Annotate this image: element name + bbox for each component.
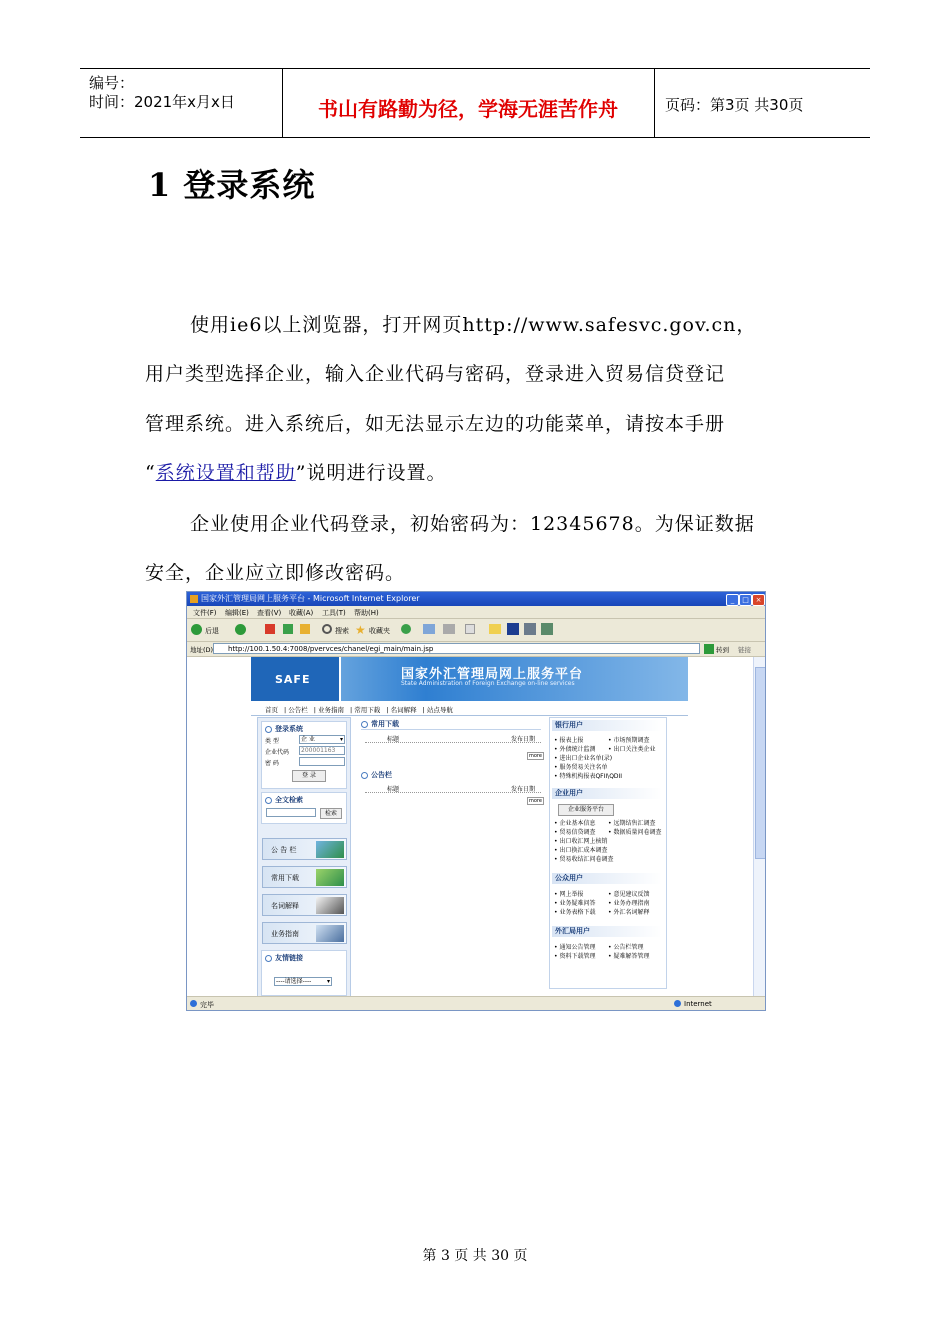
- search-title: 全文检索: [275, 796, 303, 804]
- enterprise-link[interactable]: • 出口收汇网上核销: [554, 838, 608, 845]
- ie-status-icon: [190, 1000, 197, 1007]
- enterprise-users-header: 企业用户: [552, 788, 662, 799]
- bank-link[interactable]: • 出口关注类企业: [608, 746, 656, 753]
- login-button[interactable]: 登 录: [292, 770, 326, 782]
- divider: [365, 792, 541, 793]
- public-users-header: 公众用户: [552, 873, 662, 884]
- header-meta-cell: [80, 69, 283, 137]
- public-link[interactable]: • 业务表格下载: [554, 909, 596, 916]
- status-bar: [187, 996, 765, 1011]
- bullet-icon: [265, 797, 272, 804]
- bank-users-header: 银行用户: [552, 720, 662, 731]
- search-icon[interactable]: [322, 624, 332, 634]
- back-label[interactable]: 后退: [205, 627, 219, 635]
- notice-image-icon: [316, 841, 344, 858]
- window-titlebar: [187, 592, 765, 606]
- banner-subtitle: State Administration of Foreign Exchange on-line services: [401, 680, 575, 687]
- safe-link[interactable]: • 资料下载管理: [554, 953, 596, 960]
- search-button[interactable]: 检索: [320, 808, 342, 819]
- address-input[interactable]: http://100.1.50.4:7008/pvervces/chanel/egi_main/main.jsp: [213, 643, 700, 654]
- motto: 书山有路勤为径，学海无涯苦作舟: [318, 97, 618, 121]
- notice-col-title: 标题: [387, 786, 400, 793]
- back-arrow-icon[interactable]: [191, 624, 202, 635]
- tile-notice[interactable]: [262, 838, 347, 860]
- bullet-icon: [361, 721, 368, 728]
- messenger-icon[interactable]: [507, 623, 519, 635]
- home-icon[interactable]: [300, 624, 310, 634]
- chevron-down-icon: ▾: [339, 736, 343, 743]
- page-header: [80, 68, 870, 138]
- chevron-down-icon: ▾: [326, 978, 330, 985]
- links-panel: [261, 950, 347, 996]
- folder-icon[interactable]: [489, 624, 501, 634]
- paragraph-line: 企业使用企业代码登录，初始密码为：12345678。为保证数据: [190, 513, 755, 535]
- ie-icon: [190, 595, 198, 603]
- enterprise-code-input[interactable]: 200001163: [299, 746, 345, 755]
- time-label: 时间：2021年x月x日: [89, 93, 235, 111]
- nav-download[interactable]: 常用下载: [354, 706, 381, 714]
- nav-sitemap[interactable]: 站点导航: [426, 706, 453, 714]
- tile-guide[interactable]: [262, 922, 347, 944]
- address-label: 地址(D): [190, 646, 214, 654]
- page-footer: 第 3 页 共 30 页: [422, 1248, 528, 1264]
- help-link[interactable]: 系统设置和帮助: [155, 462, 296, 484]
- nav-home[interactable]: 首页: [265, 706, 278, 714]
- vertical-scrollbar[interactable]: [753, 657, 766, 996]
- number-label: 编号：: [89, 74, 135, 92]
- site-nav: 首页 | 公告栏 | 业务指南 | 常用下载 | 名词解释 | 站点导航: [251, 705, 688, 716]
- pen-icon: [316, 897, 344, 914]
- page-number-label: 页码：第3页 共30页: [665, 96, 804, 114]
- downloads-title: 常用下载: [371, 720, 399, 728]
- print-icon[interactable]: [443, 624, 455, 634]
- download-arrow-icon: [316, 869, 344, 886]
- paragraph-line: 用户类型选择企业，输入企业代码与密码，登录进入贸易信贷登记: [145, 363, 726, 385]
- bank-link[interactable]: • 服务贸易关注名单: [554, 764, 608, 771]
- enterprise-link[interactable]: • 数据质量问卷调查: [608, 829, 662, 836]
- go-label[interactable]: 转到: [716, 646, 729, 654]
- status-text: 完毕: [200, 1001, 214, 1009]
- tile-guide-label: 业务指南: [271, 930, 299, 938]
- close-icon[interactable]: ×: [752, 594, 765, 606]
- tile-notice-label: 公 告 栏: [271, 846, 297, 854]
- menu-item-file[interactable]: 文件(F): [193, 609, 217, 617]
- downloads-col-title: 标题: [387, 736, 400, 743]
- enterprise-link[interactable]: • 企业基本信息: [554, 820, 596, 827]
- header-page-cell: [655, 69, 869, 137]
- divider: [361, 729, 541, 730]
- stop-icon[interactable]: [265, 624, 275, 634]
- downloads-col-date: 发布日期: [511, 736, 536, 743]
- browser-toolbar: [187, 619, 765, 642]
- safe-logo: [251, 657, 341, 701]
- nav-notice[interactable]: 公告栏: [288, 706, 308, 714]
- nav-glossary[interactable]: 名词解释: [390, 706, 417, 714]
- window-title: 国家外汇管理局网上服务平台 - Microsoft Internet Explorer: [201, 594, 420, 603]
- menu-item-help[interactable]: 帮助(H): [354, 609, 379, 617]
- fulltext-search-input[interactable]: [266, 808, 316, 817]
- header-motto-cell: [282, 69, 655, 137]
- type-label: 类 型: [265, 738, 279, 745]
- paragraph-line: [145, 458, 446, 485]
- browser-screenshot: [186, 591, 766, 1011]
- research-icon[interactable]: [524, 623, 536, 635]
- safe-link[interactable]: • 疑难解答管理: [608, 953, 650, 960]
- notice-more-button[interactable]: more: [529, 798, 542, 804]
- forward-arrow-icon[interactable]: [235, 624, 246, 635]
- bank-link[interactable]: • 报表上报: [554, 737, 584, 744]
- downloads-more-button[interactable]: more: [529, 753, 542, 759]
- public-link[interactable]: • 网上举报: [554, 891, 584, 898]
- history-icon[interactable]: [401, 624, 411, 634]
- paragraph-line: 安全，企业应立即修改密码。: [145, 562, 406, 584]
- menu-bar: [187, 606, 765, 619]
- guide-image-icon: [316, 925, 344, 942]
- paragraph-line: 管理系统。进入系统后，如无法显示左边的功能菜单，请按本手册: [145, 413, 726, 435]
- public-link[interactable]: • 意见建议反馈: [608, 891, 650, 898]
- menu-item-edit[interactable]: 编辑(E): [225, 609, 249, 617]
- scroll-thumb[interactable]: [755, 667, 766, 859]
- tile-glossary-label: 名词解释: [271, 902, 299, 910]
- maximize-icon[interactable]: □: [739, 594, 752, 606]
- public-link[interactable]: • 业务疑难问答: [554, 900, 596, 907]
- quote-close-text: ”说明进行设置。: [295, 462, 447, 484]
- middle-column: [355, 717, 546, 987]
- zone-text: Internet: [684, 1000, 712, 1008]
- refresh-icon[interactable]: [283, 624, 293, 634]
- site-banner: [251, 657, 688, 701]
- bullet-icon: [265, 726, 272, 733]
- public-link[interactable]: • 业务办理指南: [608, 900, 650, 907]
- notice-title: 公告栏: [371, 771, 392, 779]
- friend-links-select[interactable]: [274, 977, 332, 986]
- friend-links-value: ----请选择----: [276, 978, 312, 985]
- left-column: [257, 717, 351, 998]
- address-bar: [187, 642, 765, 657]
- menu-item-tools[interactable]: 工具(T): [322, 609, 346, 617]
- user-type-value: 企 业: [301, 736, 315, 743]
- bank-link[interactable]: • 进出口企业名单(录): [554, 755, 613, 762]
- safe-link[interactable]: • 公告栏管理: [608, 944, 644, 951]
- section-title: 1 登录系统: [148, 166, 316, 204]
- tile-download-label: 常用下载: [271, 874, 299, 882]
- code-label: 企业代码: [265, 749, 290, 756]
- safe-users-header: 外汇局用户: [552, 926, 662, 937]
- bullet-icon: [361, 772, 368, 779]
- favorites-star-icon[interactable]: ★: [355, 623, 366, 637]
- quote-open: “: [145, 462, 156, 484]
- enterprise-platform-button[interactable]: 企业服务平台: [558, 804, 614, 816]
- password-label: 密 码: [265, 760, 279, 767]
- menu-item-favorites[interactable]: 收藏(A): [289, 609, 314, 617]
- enterprise-link[interactable]: • 贸易信贷调查: [554, 829, 596, 836]
- minimize-icon[interactable]: _: [726, 594, 739, 606]
- favorites-label[interactable]: 收藏夹: [369, 627, 390, 635]
- enterprise-link[interactable]: • 远期结售汇调查: [608, 820, 656, 827]
- banner-title: 国家外汇管理局网上服务平台: [401, 667, 584, 682]
- tools-icon[interactable]: [541, 623, 553, 635]
- paragraph-line: 使用ie6以上浏览器，打开网页http://www.safesvc.gov.cn，: [190, 314, 757, 336]
- nav-guide[interactable]: 业务指南: [318, 706, 345, 714]
- menu-item-view[interactable]: 查看(V): [257, 609, 282, 617]
- page-content: [187, 657, 753, 996]
- bank-link[interactable]: • 外债统计监测: [554, 746, 596, 753]
- user-type-select[interactable]: [299, 735, 345, 744]
- bank-link[interactable]: • 市场预期调查: [608, 737, 650, 744]
- password-input[interactable]: [299, 757, 345, 766]
- tile-download[interactable]: [262, 866, 347, 888]
- safe-logo-text: SAFE: [275, 673, 311, 686]
- login-title: 登录系统: [275, 725, 303, 733]
- safe-link[interactable]: • 通知公告管理: [554, 944, 596, 951]
- login-panel: [261, 721, 347, 789]
- bank-link[interactable]: • 特殊机构报表QFII\QDII: [554, 773, 623, 780]
- search-label[interactable]: 搜索: [335, 627, 349, 635]
- globe-icon: [674, 1000, 681, 1007]
- edit-icon[interactable]: [465, 624, 475, 634]
- notice-col-date: 发布日期: [511, 786, 536, 793]
- mail-icon[interactable]: [423, 624, 435, 634]
- divider: [365, 742, 541, 743]
- go-arrow-icon[interactable]: [704, 644, 714, 654]
- bullet-icon: [265, 955, 272, 962]
- public-link[interactable]: • 外汇名词解释: [608, 909, 650, 916]
- enterprise-link[interactable]: • 贸易收结汇问卷调查: [554, 856, 614, 863]
- search-panel: [261, 792, 347, 824]
- tile-glossary[interactable]: [262, 894, 347, 916]
- right-column: [549, 717, 667, 989]
- enterprise-link[interactable]: • 出口换汇成本调查: [554, 847, 608, 854]
- links-label[interactable]: 链接: [738, 646, 751, 654]
- links-title: 友情链接: [275, 954, 303, 962]
